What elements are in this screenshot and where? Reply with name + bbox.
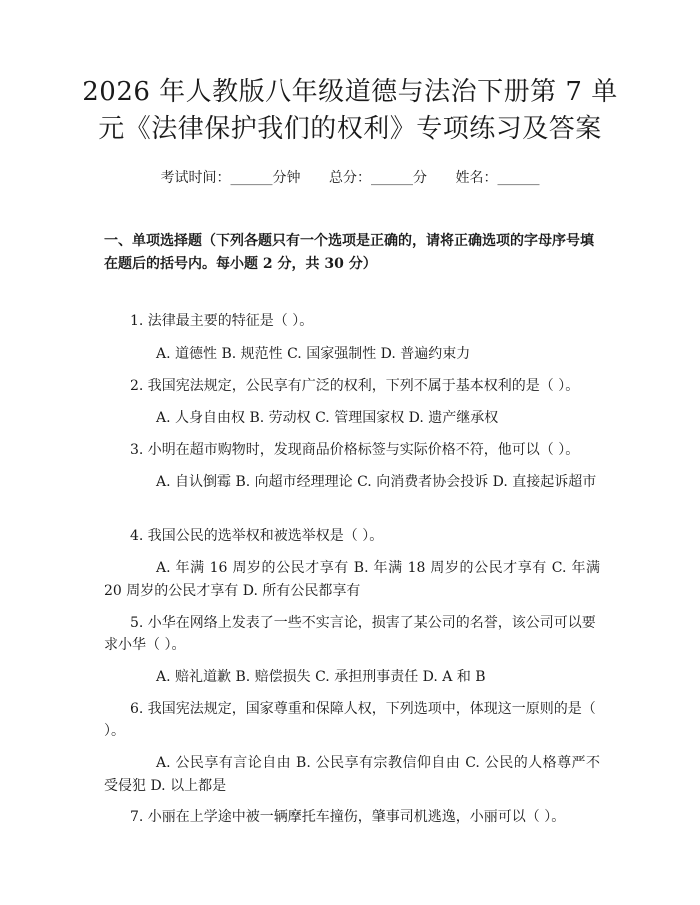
title-line-2: 元《法律保护我们的权利》专项练习及答案 bbox=[98, 114, 602, 144]
question-2: 2. 我国宪法规定，公民享有广泛的权利，下列不属于基本权利的是（ ）。 bbox=[130, 378, 580, 394]
exam-name-field: 姓名：______ bbox=[455, 170, 540, 186]
exam-time-field: 考试时间：______分钟 bbox=[160, 170, 301, 186]
question-3: 3. 小明在超市购物时，发现商品价格标签与实际价格不符，他可以（ ）。 bbox=[130, 442, 580, 458]
question-1-options: A. 道德性 B. 规范性 C. 国家强制性 D. 普遍约束力 bbox=[156, 346, 471, 362]
question-5-options: A. 赔礼道歉 B. 赔偿损失 C. 承担刑事责任 D. A 和 B bbox=[156, 669, 486, 685]
question-3-options: A. 自认倒霉 B. 向超市经理理论 C. 向消费者协会投诉 D. 直接起诉超市 bbox=[156, 474, 597, 490]
question-6-options: A. 公民享有言论自由 B. 公民享有宗教信仰自由 C. 公民的人格尊严不受侵犯 D. 以上都是 bbox=[104, 755, 600, 794]
question-4: 4. 我国公民的选举权和被选举权是（ ）。 bbox=[130, 528, 384, 544]
question-5: 5. 小华在网络上发表了一些不实言论，损害了某公司的名誉，该公司可以要求小华（ ）。 bbox=[104, 615, 596, 653]
title-line-1: 2026 年人教版八年级道德与法治下册第 7 单 bbox=[82, 77, 618, 107]
question-6: 6. 我国宪法规定，国家尊重和保障人权，下列选项中，体现这一原则的是（ ）。 bbox=[104, 701, 596, 739]
section-heading: 一、单项选择题（下列各题只有一个选项是正确的，请将正确选项的字母序号填在题后的括号内。每小题 2 分，共 30 分） bbox=[104, 233, 594, 272]
exam-info-line bbox=[0, 168, 700, 188]
question-7: 7. 小丽在上学途中被一辆摩托车撞伤，肇事司机逃逸，小丽可以（ ）。 bbox=[130, 809, 566, 825]
document-title bbox=[60, 74, 640, 148]
exam-score-field: 总分：______分 bbox=[329, 170, 427, 186]
question-4-options: A. 年满 16 周岁的公民才享有 B. 年满 18 周岁的公民才享有 C. 年满 20 周岁的公民才享有 D. 所有公民都享有 bbox=[104, 560, 600, 599]
question-2-options: A. 人身自由权 B. 劳动权 C. 管理国家权 D. 遗产继承权 bbox=[156, 410, 499, 426]
question-1: 1. 法律最主要的特征是（ ）。 bbox=[130, 313, 314, 329]
